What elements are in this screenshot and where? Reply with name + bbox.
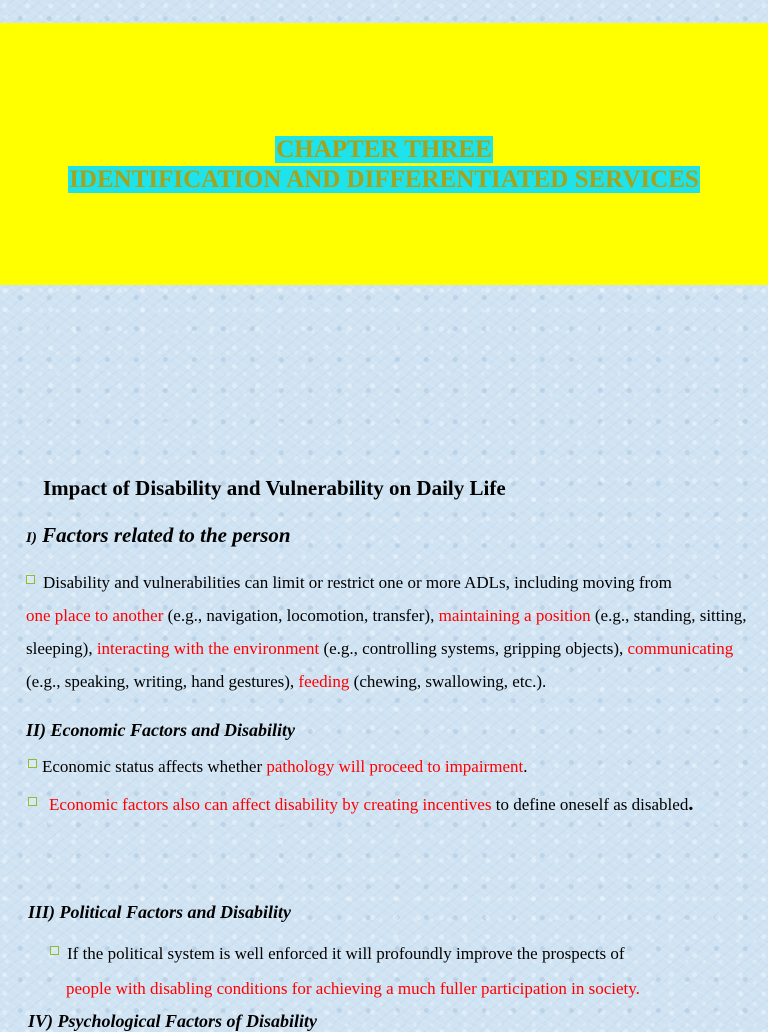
section1-title: Factors related to the person	[42, 523, 291, 547]
section2-heading: II) Economic Factors and Disability	[26, 720, 296, 740]
bullet-icon	[28, 759, 37, 768]
s1-red-1: one place to another	[26, 606, 164, 625]
section3-bullet-1-cont	[66, 979, 640, 999]
section4-heading: IV) Psychological Factors of Disability	[28, 1011, 317, 1031]
s2-b1-start: Economic status affects whether	[42, 757, 267, 776]
s1-text-2: (e.g., standing, sitting, sleeping),	[26, 606, 747, 658]
section3-heading: III) Political Factors and Disability	[28, 902, 292, 922]
section1-paragraph	[26, 566, 756, 698]
section2-bullet-2	[28, 793, 693, 816]
section1-heading	[26, 523, 291, 548]
s1-text-5: (chewing, swallowing, etc.).	[349, 672, 547, 691]
s1-red-2: maintaining a position	[438, 606, 591, 625]
s2-b2-red: Economic factors also can affect disability by creating incentives	[49, 795, 492, 814]
bullet-icon	[28, 797, 37, 806]
s2-b1-red: pathology will proceed to impairment	[266, 757, 524, 776]
section3-bullet-1	[50, 944, 625, 964]
s2-b1-end: .	[523, 757, 528, 776]
s1-text-4: (e.g., speaking, writing, hand gestures),	[26, 672, 299, 691]
chapter-title	[0, 135, 768, 195]
section1-numeral: I)	[26, 530, 37, 546]
chapter-number: CHAPTER THREE	[276, 136, 492, 163]
section2-bullet-1	[28, 757, 527, 777]
s1-text-3: (e.g., controlling systems, gripping objects),	[319, 639, 628, 658]
s2-b2-end: to define oneself as disabled	[491, 795, 689, 814]
s1-red-5: feeding	[298, 672, 350, 691]
top-strip	[0, 0, 768, 23]
bullet-icon	[26, 575, 35, 584]
s2-b2-dot: .	[688, 793, 694, 815]
s1-text-start: Disability and vulnerabilities can limit or restrict one or more ADLs, including moving from	[43, 573, 672, 592]
s3-b1-red: people with disabling conditions for achieving a much fuller participation in society	[66, 979, 636, 998]
bullet-icon	[50, 946, 59, 955]
s3-b1-start: If the political system is well enforced it will profoundly improve the prospects of	[67, 944, 625, 963]
title-banner	[0, 23, 768, 285]
s1-text-1: (e.g., navigation, locomotion, transfer),	[163, 606, 439, 625]
main-heading: Impact of Disability and Vulnerability on Daily Life	[43, 476, 506, 500]
s1-red-4: communicating	[627, 639, 734, 658]
s3-b1-end: .	[635, 979, 640, 998]
s1-red-3: interacting with the environment	[96, 639, 320, 658]
chapter-name: IDENTIFICATION AND DIFFERENTIATED SERVICES	[69, 166, 699, 193]
